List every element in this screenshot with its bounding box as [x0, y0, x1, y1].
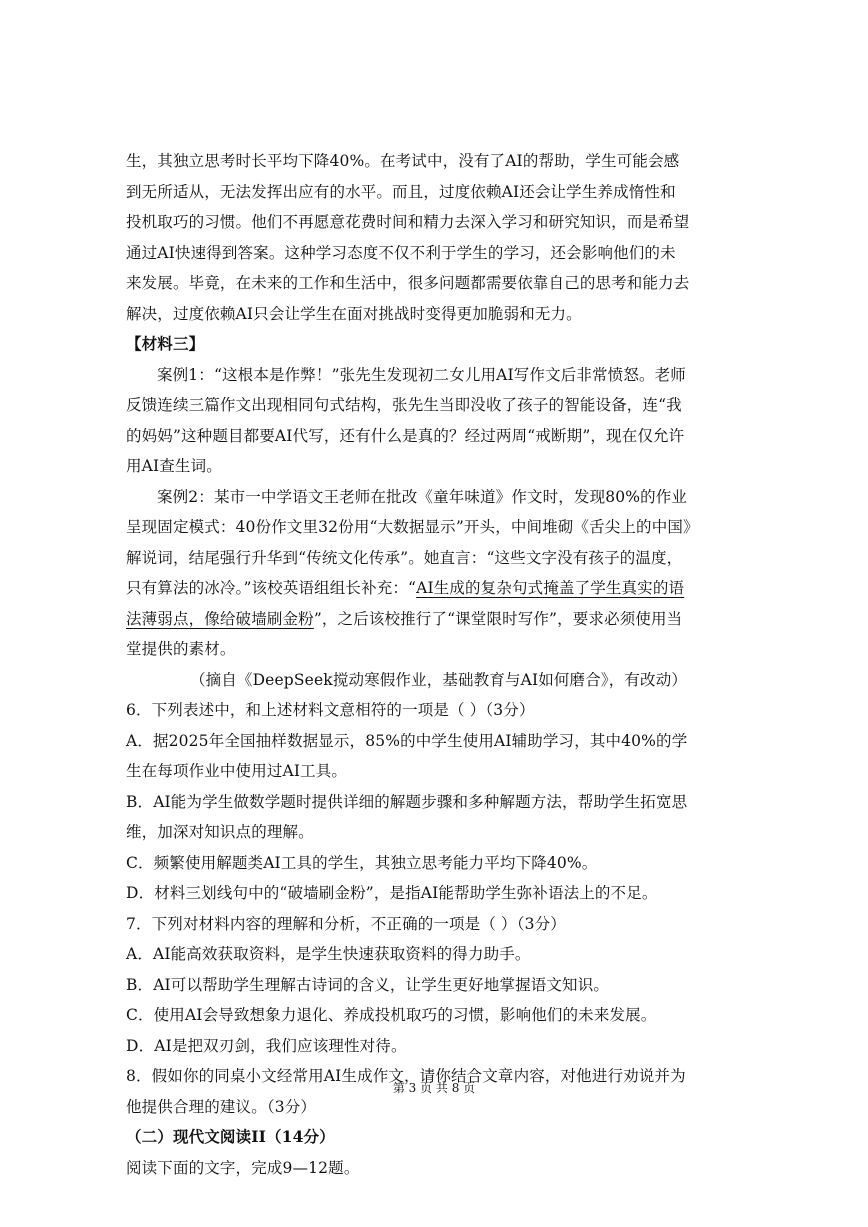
case2-text-before: 案例2：某市一中学语文王老师在批改《童年味道》作文时，发现80%的作业呈现固定模式：40份作文里32份用“大数据显示”开头，中间堆砌《舌尖上的中国》解说词，结尾强行升华到“传统文化传承”。她直言：“这些文字没有孩子的温度，只有算法的冰冷。”该校英语组组长补充：“ — [126, 487, 691, 597]
source-citation: （摘自《DeepSeek搅动寒假作业，基础教育与AI如何磨合》，有改动） — [189, 670, 688, 689]
case2-paragraph — [126, 482, 691, 665]
question-6-option-a: A．据2025年全国抽样数据显示，85%的中学生使用AI辅助学习，其中40%的学生在每项作业中使用过AI工具。 — [126, 731, 688, 780]
page-content — [126, 146, 691, 1183]
question-8: 8．假如你的同桌小文经常用AI生成作文，请你结合文章内容，对他进行劝说并为他提供合理的建议。（3分） — [126, 1067, 686, 1116]
question-7-option-d: D．AI是把双刃剑，我们应该理性对待。 — [126, 1036, 407, 1055]
section-2-instruction: 阅读下面的文字，完成9—12题。 — [126, 1158, 360, 1177]
question-6-option-b: B．AI能为学生做数学题时提供详细的解题步骤和多种解题方法，帮助学生拓宽思维，加深对知识点的理解。 — [126, 792, 688, 841]
question-6-option-c: C．频繁使用解题类AI工具的学生，其独立思考能力平均下降40%。 — [126, 853, 598, 872]
question-6-option-d: D．材料三划线句中的“破墙刷金粉”，是指AI能帮助学生弥补语法上的不足。 — [126, 884, 658, 902]
page-number-footer: 第 3 页 共 8 页 — [392, 1081, 476, 1095]
question-7-option-a: A．AI能高效获取资料，是学生快速获取资料的得力助手。 — [126, 945, 531, 963]
material2-continuation: 生，其独立思考时长平均下降40%。在考试中，没有了AI的帮助，学生可能会感到无所适从，无法发挥出应有的水平。而且，过度依赖AI还会让学生养成惰性和投机取巧的习惯。他们不再愿意花费时间和精力去深入学习和研究知识，而是希望通过AI快速得到答案。这种学习态度不仅不利于学生的学习，还会影响他们的未来发展。毕竟，在未来的工作和生活中，很多问题都需要依靠自己的思考和能力去解决，过度依赖AI只会让学生在面对挑战时变得更加脆弱和无力。 — [126, 152, 690, 323]
case1-paragraph: 案例1：“这根本是作弊！”张先生发现初二女儿用AI写作文后非常愤怒。老师反馈连续三篇作文出现相同句式结构，张先生当即没收了孩子的智能设备，连“我的妈妈”这种题目都要AI代写，还有什么是真的？经过两周“戒断期”，现在仅允许用AI查生词。 — [126, 365, 686, 475]
question-7-option-b: B．AI可以帮助学生理解古诗词的含义，让学生更好地掌握语文知识。 — [126, 975, 610, 994]
question-6-stem: 6．下列表述中，和上述材料文意相符的一项是（ ）（3分） — [126, 701, 535, 719]
case2-text-after: ”，之后该校推行了“课堂限时写作”，要求必须使用当堂提供的素材。 — [126, 609, 683, 658]
underlined-sentence: AI生成的复杂句式掩盖了学生真实的语法薄弱点，像给破墙刷金粉 — [126, 579, 685, 628]
material3-heading: 【材料三】 — [126, 334, 205, 353]
question-7-option-c: C．使用AI会导致想象力退化、养成投机取巧的习惯，影响他们的未来发展。 — [126, 1006, 657, 1024]
section-2-heading: （二）现代文阅读II（14分） — [126, 1127, 335, 1146]
question-7-stem: 7．下列对材料内容的理解和分析，不正确的一项是（ ）（3分） — [126, 914, 566, 933]
